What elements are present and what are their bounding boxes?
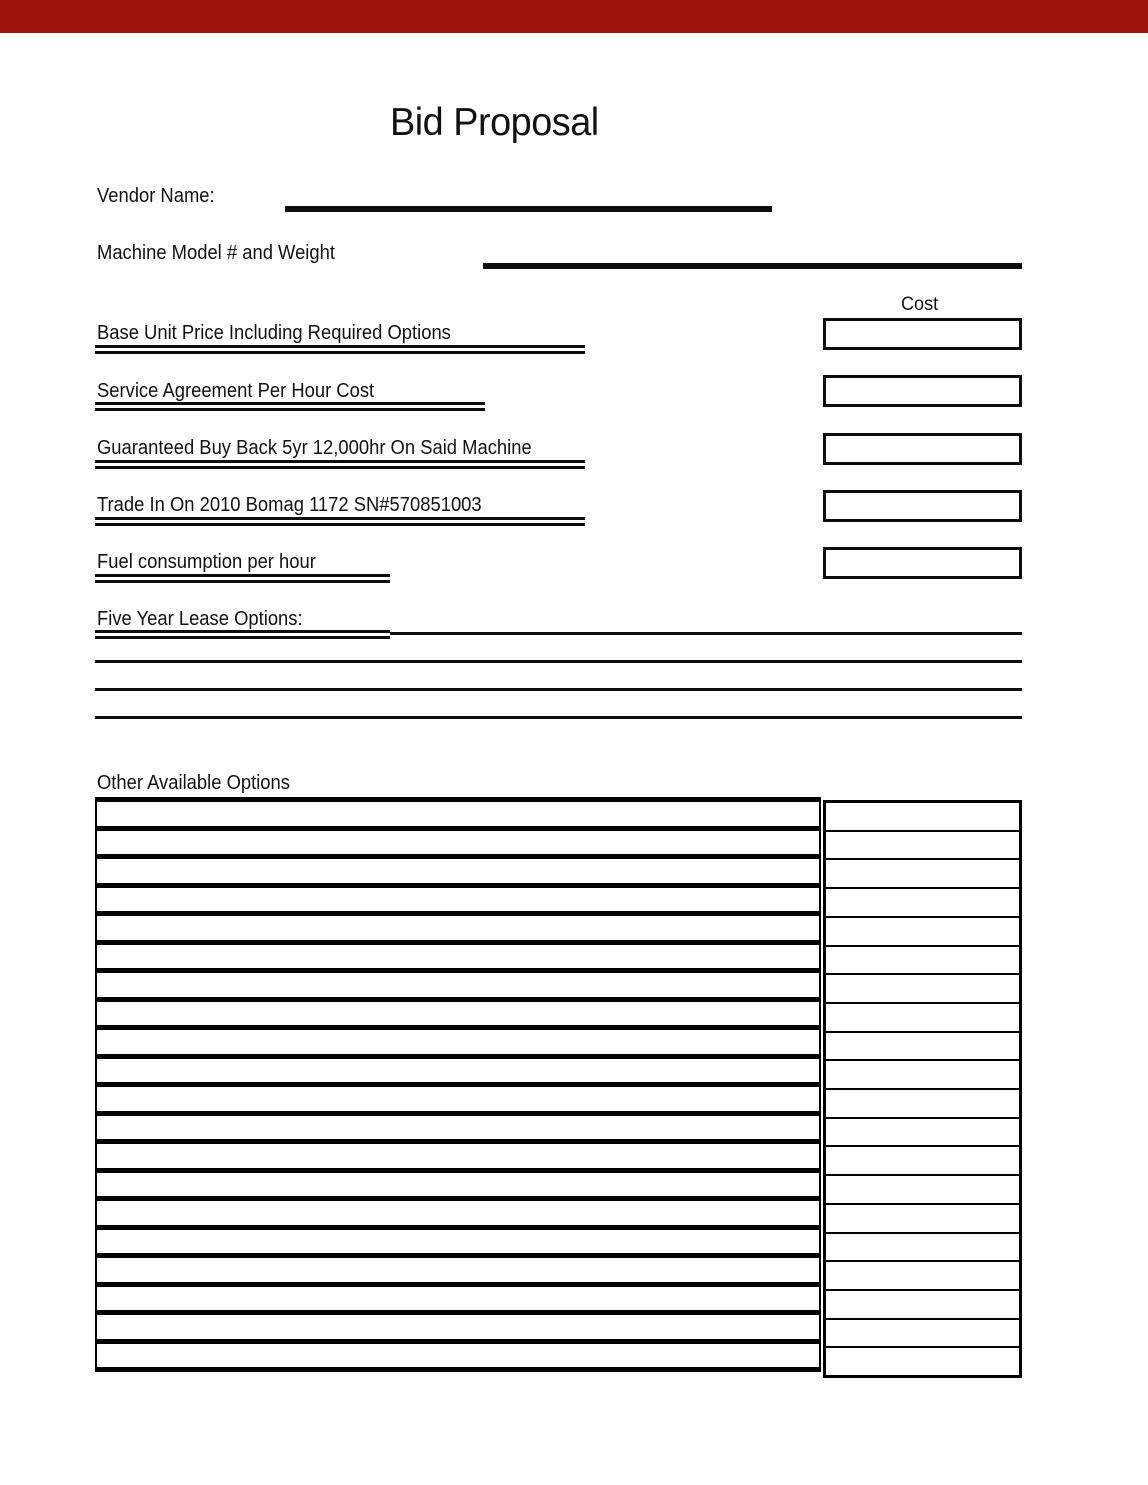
- option-cost-cell[interactable]: [826, 860, 1019, 889]
- option-cost-cell[interactable]: [826, 1147, 1019, 1176]
- option-description-cell[interactable]: [97, 888, 819, 917]
- option-cost-cell[interactable]: [826, 1234, 1019, 1263]
- option-description-cell[interactable]: [97, 1116, 819, 1145]
- option-cost-cell[interactable]: [826, 975, 1019, 1004]
- option-cost-cell[interactable]: [826, 1262, 1019, 1291]
- option-description-cell[interactable]: [97, 1230, 819, 1259]
- options-table-cost-column: [823, 800, 1022, 1378]
- machine-model-label: Machine Model # and Weight: [97, 242, 335, 264]
- option-description-cell[interactable]: [97, 859, 819, 888]
- option-description-cell[interactable]: [97, 1030, 819, 1059]
- lease-option-write-in-line[interactable]: [95, 716, 1022, 719]
- option-description-cell[interactable]: [97, 1287, 819, 1316]
- option-description-cell[interactable]: [97, 1144, 819, 1173]
- line-item-underline: [95, 517, 585, 526]
- vendor-name-fill-line[interactable]: [285, 206, 772, 212]
- option-description-cell[interactable]: [97, 1315, 819, 1344]
- cost-input-box-base-unit-price[interactable]: [823, 318, 1022, 350]
- machine-model-fill-line[interactable]: [483, 263, 1022, 269]
- line-item-label-guaranteed-buy-back: Guaranteed Buy Back 5yr 12,000hr On Said Machine: [97, 437, 532, 459]
- line-item-label-service-agreement: Service Agreement Per Hour Cost: [97, 380, 375, 402]
- option-cost-cell[interactable]: [826, 1320, 1019, 1349]
- option-cost-cell[interactable]: [826, 1348, 1019, 1375]
- option-description-cell[interactable]: [97, 1087, 819, 1116]
- vendor-name-label: Vendor Name:: [97, 185, 215, 207]
- lease-option-write-in-line[interactable]: [95, 660, 1022, 663]
- option-cost-cell[interactable]: [826, 1119, 1019, 1148]
- option-description-cell[interactable]: [97, 973, 819, 1002]
- option-cost-cell[interactable]: [826, 1033, 1019, 1062]
- lease-options-fill-line[interactable]: [390, 632, 1022, 635]
- cost-input-box-guaranteed-buy-back[interactable]: [823, 433, 1022, 465]
- line-item-label-fuel-consumption: Fuel consumption per hour: [97, 551, 316, 573]
- option-cost-cell[interactable]: [826, 1004, 1019, 1033]
- option-cost-cell[interactable]: [826, 947, 1019, 976]
- option-cost-cell[interactable]: [826, 1176, 1019, 1205]
- lease-options-underline: [95, 630, 390, 639]
- other-options-label: Other Available Options: [97, 772, 290, 794]
- top-site-banner: [0, 0, 1148, 33]
- line-item-underline: [95, 402, 485, 411]
- option-cost-cell[interactable]: [826, 803, 1019, 832]
- option-description-cell[interactable]: [97, 1201, 819, 1230]
- option-description-cell[interactable]: [97, 831, 819, 860]
- option-description-cell[interactable]: [97, 1258, 819, 1287]
- option-cost-cell[interactable]: [826, 918, 1019, 947]
- option-cost-cell[interactable]: [826, 1205, 1019, 1234]
- cost-input-box-service-agreement[interactable]: [823, 375, 1022, 407]
- page-title: Bid Proposal: [390, 101, 599, 144]
- option-description-cell[interactable]: [97, 1344, 819, 1368]
- option-cost-cell[interactable]: [826, 832, 1019, 861]
- lease-options-label: Five Year Lease Options:: [97, 608, 303, 630]
- option-cost-cell[interactable]: [826, 1090, 1019, 1119]
- option-description-cell[interactable]: [97, 1002, 819, 1031]
- line-item-underline: [95, 574, 390, 583]
- option-description-cell[interactable]: [97, 1059, 819, 1088]
- option-cost-cell[interactable]: [826, 1291, 1019, 1320]
- cost-column-header: Cost: [901, 294, 939, 315]
- option-description-cell[interactable]: [97, 1173, 819, 1202]
- cost-input-box-fuel-consumption[interactable]: [823, 547, 1022, 579]
- lease-option-write-in-line[interactable]: [95, 688, 1022, 691]
- cost-input-box-trade-in[interactable]: [823, 490, 1022, 522]
- option-cost-cell[interactable]: [826, 889, 1019, 918]
- options-table-description-column: [95, 797, 821, 1372]
- option-description-cell[interactable]: [97, 802, 819, 831]
- line-item-underline: [95, 345, 585, 354]
- line-item-label-base-unit-price: Base Unit Price Including Required Options: [97, 322, 451, 344]
- option-description-cell[interactable]: [97, 945, 819, 974]
- line-item-underline: [95, 460, 585, 469]
- line-item-label-trade-in: Trade In On 2010 Bomag 1172 SN#570851003: [97, 494, 482, 516]
- option-description-cell[interactable]: [97, 916, 819, 945]
- option-cost-cell[interactable]: [826, 1061, 1019, 1090]
